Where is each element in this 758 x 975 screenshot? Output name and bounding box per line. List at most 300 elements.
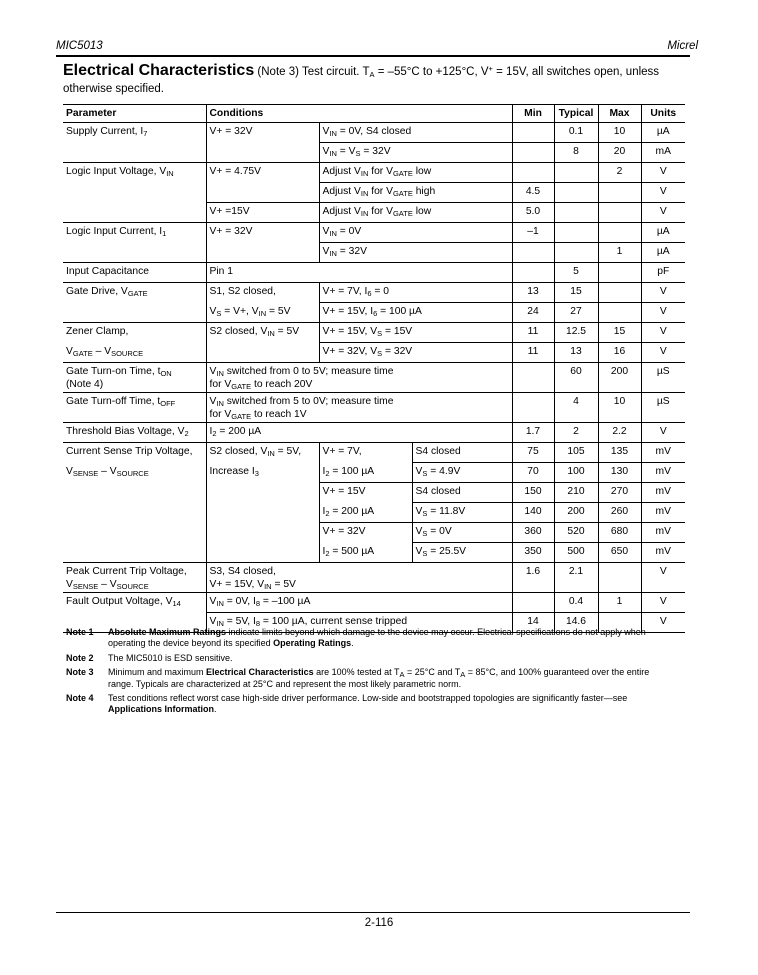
note-label: Note 2 bbox=[66, 652, 94, 663]
param-cell bbox=[63, 343, 206, 363]
text: V bbox=[415, 546, 423, 557]
min-cell: 350 bbox=[512, 543, 554, 563]
param-cell bbox=[63, 523, 206, 543]
typ-cell: 13 bbox=[554, 343, 598, 363]
sub: 1 bbox=[162, 229, 167, 238]
unit-cell: V bbox=[641, 563, 685, 593]
cond-cell: V+ = 4.75V bbox=[206, 163, 319, 183]
param-cell: Input Capacitance bbox=[63, 263, 206, 283]
cond-cell bbox=[206, 593, 512, 613]
cond-cell bbox=[206, 323, 319, 343]
cond-cell bbox=[206, 503, 319, 523]
heading-note: (Note 3) Test circuit. T bbox=[257, 66, 370, 78]
text: V bbox=[209, 396, 217, 407]
typ-cell: 2.1 bbox=[554, 563, 598, 593]
sub: SOURCE bbox=[111, 348, 144, 358]
cond-cell: V+ = 7V, bbox=[319, 443, 412, 463]
cond-cell: S1, S2 closed, bbox=[206, 283, 319, 303]
text: = 0V, I bbox=[223, 596, 256, 607]
cond-cell bbox=[319, 163, 512, 183]
sub: IN bbox=[216, 599, 224, 608]
text: for V bbox=[209, 409, 232, 420]
cond-cell bbox=[319, 183, 512, 203]
cond-cell: V+ = 32V bbox=[206, 223, 319, 243]
param-cell: Current Sense Trip Voltage, bbox=[63, 443, 206, 463]
text: S3, S4 closed, bbox=[209, 566, 276, 577]
param-cell bbox=[63, 123, 206, 143]
typ-cell: 14.6 bbox=[554, 613, 598, 633]
min-cell: 11 bbox=[512, 343, 554, 363]
sub: A bbox=[399, 670, 405, 680]
sub: 2 bbox=[325, 468, 330, 478]
typ-cell: 5 bbox=[554, 263, 598, 283]
sub: GATE bbox=[392, 209, 413, 218]
cond-cell bbox=[319, 223, 512, 243]
min-cell bbox=[512, 393, 554, 423]
min-cell: 1.6 bbox=[512, 563, 554, 593]
cond-cell bbox=[206, 483, 319, 503]
max-cell: 135 bbox=[598, 443, 641, 463]
typ-cell bbox=[554, 223, 598, 243]
sub: IN bbox=[329, 149, 337, 158]
max-cell: 2.2 bbox=[598, 423, 641, 443]
min-cell bbox=[512, 163, 554, 183]
cond-cell bbox=[206, 183, 319, 203]
cond-cell bbox=[319, 243, 512, 263]
sub: SENSE bbox=[72, 468, 99, 478]
cond-cell: Pin 1 bbox=[206, 263, 512, 283]
unit-cell: µA bbox=[641, 123, 685, 143]
heading-text: = –55°C to +125°C, V bbox=[374, 66, 489, 78]
col-max: Max bbox=[598, 105, 641, 123]
text: S2 closed, V bbox=[209, 446, 268, 457]
table-row bbox=[63, 563, 685, 593]
text: I bbox=[209, 426, 213, 437]
text: Adjust V bbox=[322, 166, 361, 177]
unit-cell: V bbox=[641, 423, 685, 443]
cond-cell bbox=[319, 283, 512, 303]
table-row bbox=[63, 223, 685, 243]
text: I bbox=[322, 465, 326, 477]
text: Gate Turn-off Time, t bbox=[66, 396, 161, 407]
text: = 200 µA bbox=[216, 426, 262, 437]
cond-cell bbox=[206, 523, 319, 543]
max-cell: 20 bbox=[598, 143, 641, 163]
text: = V+, V bbox=[221, 305, 259, 317]
text: – V bbox=[98, 465, 117, 477]
electrical-characteristics-table bbox=[63, 104, 685, 633]
param-cell bbox=[63, 243, 206, 263]
table-header-row bbox=[63, 105, 685, 123]
param-cell bbox=[63, 463, 206, 483]
text: V bbox=[322, 126, 330, 137]
min-cell bbox=[512, 263, 554, 283]
text: for V bbox=[368, 186, 393, 197]
text: V+ = 7V, I bbox=[322, 286, 368, 297]
max-cell bbox=[598, 223, 641, 243]
text: V bbox=[322, 246, 330, 257]
table-row bbox=[63, 243, 685, 263]
text: for V bbox=[368, 166, 393, 177]
note-text bbox=[108, 627, 676, 650]
table-row bbox=[63, 123, 685, 143]
typ-cell: 2 bbox=[554, 423, 598, 443]
text: high bbox=[412, 186, 436, 197]
min-cell bbox=[512, 243, 554, 263]
note-text bbox=[108, 667, 676, 690]
text: V+ = 32V, V bbox=[322, 346, 378, 357]
cond-cell bbox=[206, 303, 319, 323]
text: = 500 µA bbox=[329, 545, 375, 557]
sub: GATE bbox=[231, 412, 252, 421]
text: Logic Input Voltage, V bbox=[66, 166, 167, 177]
col-conditions: Conditions bbox=[206, 105, 512, 123]
min-cell: 14 bbox=[512, 613, 554, 633]
text: = 100 µA bbox=[377, 306, 422, 317]
unit-cell: µS bbox=[641, 393, 685, 423]
cond-cell bbox=[206, 393, 512, 423]
min-cell: 150 bbox=[512, 483, 554, 503]
text: V bbox=[66, 579, 73, 590]
text: V+ = 15V, V bbox=[209, 579, 265, 590]
min-cell bbox=[512, 143, 554, 163]
max-cell: 270 bbox=[598, 483, 641, 503]
min-cell: 11 bbox=[512, 323, 554, 343]
text: S2 closed, V bbox=[209, 326, 268, 337]
text: = 32V bbox=[360, 146, 391, 157]
sub: 2 bbox=[184, 429, 189, 438]
table-row bbox=[63, 523, 685, 543]
text: Supply Current, I bbox=[66, 126, 144, 137]
text: = V bbox=[336, 146, 356, 157]
text: = 200 µA bbox=[329, 505, 375, 517]
sub: 14 bbox=[172, 599, 181, 608]
table-row bbox=[63, 593, 685, 613]
cond-cell bbox=[206, 143, 319, 163]
sub: 2 bbox=[325, 548, 330, 558]
text: switched from 0 to 5V; measure time bbox=[223, 366, 394, 377]
text: V bbox=[209, 616, 217, 627]
text: = 0V, S4 closed bbox=[336, 126, 412, 137]
text: V bbox=[209, 366, 217, 377]
cond-cell bbox=[319, 143, 512, 163]
sub: IN bbox=[329, 249, 337, 258]
text: = 5V bbox=[274, 326, 300, 337]
cond-cell: S4 closed bbox=[412, 483, 512, 503]
sub: GATE bbox=[392, 189, 413, 198]
text: = 11.8V bbox=[427, 506, 466, 517]
note-label: Note 3 bbox=[66, 667, 94, 678]
text: indicate limits beyond which damage to the device may occur. Electrical specifications do not apply when operating the device beyond its specified bbox=[108, 627, 646, 649]
sub: IN bbox=[360, 189, 369, 198]
cond-cell bbox=[319, 463, 412, 483]
top-rule bbox=[56, 55, 690, 57]
col-parameter: Parameter bbox=[63, 105, 206, 123]
cond-cell bbox=[206, 243, 319, 263]
min-cell: 4.5 bbox=[512, 183, 554, 203]
param-cell bbox=[63, 393, 206, 423]
min-cell: 75 bbox=[512, 443, 554, 463]
cond-cell bbox=[206, 443, 319, 463]
text: = 25.5V bbox=[427, 546, 467, 557]
max-cell bbox=[598, 283, 641, 303]
table-row bbox=[63, 503, 685, 523]
min-cell: 360 bbox=[512, 523, 554, 543]
cond-cell bbox=[319, 343, 512, 363]
unit-cell: V bbox=[641, 343, 685, 363]
param-cell bbox=[63, 543, 206, 563]
text: Fault Output Voltage, V bbox=[66, 596, 173, 607]
table-row bbox=[63, 463, 685, 483]
cond-cell bbox=[412, 463, 512, 483]
text: = –100 µA bbox=[260, 596, 311, 607]
text: – V bbox=[98, 579, 117, 590]
sub: IN bbox=[360, 209, 369, 218]
sub: IN bbox=[329, 229, 337, 238]
text: Minimum and maximum bbox=[108, 667, 207, 678]
cond-cell: S4 closed bbox=[412, 443, 512, 463]
cond-cell bbox=[206, 363, 512, 393]
note-label: Note 1 bbox=[66, 627, 94, 637]
max-cell: 1 bbox=[598, 593, 641, 613]
sub: S bbox=[422, 549, 428, 558]
max-cell: 10 bbox=[598, 123, 641, 143]
text: = 0V bbox=[336, 226, 362, 237]
sub: 6 bbox=[367, 289, 372, 298]
unit-cell: V bbox=[641, 323, 685, 343]
sub: IN bbox=[258, 308, 267, 318]
page-number: 2-116 bbox=[364, 917, 394, 929]
param-cell: Zener Clamp, bbox=[63, 323, 206, 343]
text: = 100 µA bbox=[329, 465, 375, 477]
text: Logic Input Current, I bbox=[66, 226, 163, 237]
param-cell bbox=[63, 503, 206, 523]
sub: 2 bbox=[325, 508, 330, 518]
unit-cell: V bbox=[641, 183, 685, 203]
param-cell bbox=[63, 283, 206, 303]
max-cell bbox=[598, 183, 641, 203]
typ-cell: 105 bbox=[554, 443, 598, 463]
table-row bbox=[63, 163, 685, 183]
sub: 8 bbox=[255, 619, 261, 628]
unit-cell: mV bbox=[641, 483, 685, 503]
table-row bbox=[63, 283, 685, 303]
note-4 bbox=[66, 693, 676, 716]
min-cell: 1.7 bbox=[512, 423, 554, 443]
text: = 32V bbox=[382, 346, 413, 357]
text: for V bbox=[368, 206, 393, 217]
unit-cell: mV bbox=[641, 543, 685, 563]
typ-cell bbox=[554, 243, 598, 263]
sub: S bbox=[377, 349, 383, 358]
text: V+ = 15V, I bbox=[322, 306, 374, 317]
max-cell bbox=[598, 203, 641, 223]
cond-cell bbox=[412, 503, 512, 523]
cond-cell: V+ =15V bbox=[206, 203, 319, 223]
text: = 5V bbox=[266, 305, 291, 317]
section-title: Electrical Characteristics bbox=[63, 62, 255, 79]
note-label: Note 4 bbox=[66, 693, 94, 704]
sub: GATE bbox=[392, 169, 413, 178]
col-typical: Typical bbox=[554, 105, 598, 123]
cond-cell bbox=[319, 503, 412, 523]
text: V bbox=[209, 596, 217, 607]
unit-cell: mV bbox=[641, 463, 685, 483]
text: = 4.9V bbox=[427, 466, 461, 477]
sub: IN bbox=[264, 582, 272, 591]
text: = 15V bbox=[382, 326, 413, 337]
text: Electrical Characteristics bbox=[206, 667, 314, 678]
cond-cell bbox=[319, 543, 412, 563]
cond-cell bbox=[206, 463, 319, 483]
text: Operating Ratings bbox=[273, 638, 352, 649]
typ-cell bbox=[554, 183, 598, 203]
text: switched from 5 to 0V; measure time bbox=[223, 396, 394, 407]
sub: 3 bbox=[254, 468, 259, 478]
text: = 85°C, and 100% guaranteed over the entire range. Typicals are characterized at 25°C and represent the most likely parametric norm. bbox=[108, 667, 650, 689]
note-text bbox=[108, 693, 676, 716]
sub: IN bbox=[267, 329, 275, 338]
typ-cell: 8 bbox=[554, 143, 598, 163]
sub: IN bbox=[267, 449, 275, 458]
note-text: The MIC5010 is ESD sensitive. bbox=[108, 652, 233, 663]
typ-cell: 15 bbox=[554, 283, 598, 303]
heading-text: = 15V, all switches open, unless otherwise specified. bbox=[63, 66, 660, 95]
param-cell bbox=[63, 563, 206, 593]
sub: A bbox=[460, 670, 466, 680]
unit-cell: mV bbox=[641, 523, 685, 543]
min-cell: –1 bbox=[512, 223, 554, 243]
text: = 5V bbox=[271, 579, 296, 590]
text: I bbox=[322, 545, 326, 557]
bottom-rule bbox=[56, 912, 690, 913]
text: are 100% tested at T bbox=[313, 667, 400, 678]
unit-cell: V bbox=[641, 593, 685, 613]
table-row bbox=[63, 303, 685, 323]
unit-cell: V bbox=[641, 163, 685, 183]
max-cell: 260 bbox=[598, 503, 641, 523]
unit-cell: pF bbox=[641, 263, 685, 283]
table-row bbox=[63, 203, 685, 223]
text: V bbox=[209, 305, 217, 317]
text: = 25°C and T bbox=[404, 667, 461, 678]
table-row bbox=[63, 183, 685, 203]
sub: IN bbox=[216, 369, 224, 378]
typ-cell: 0.4 bbox=[554, 593, 598, 613]
sub: S bbox=[377, 329, 383, 338]
table-row bbox=[63, 423, 685, 443]
text: Test conditions reflect worst case high-side driver performance. Low-side and bootstrapped topologies are significantly faster—see bbox=[108, 693, 628, 704]
max-cell: 16 bbox=[598, 343, 641, 363]
param-cell bbox=[63, 183, 206, 203]
sub: OFF bbox=[160, 399, 176, 408]
max-cell bbox=[598, 303, 641, 323]
notes-section bbox=[66, 627, 676, 719]
sub: SOURCE bbox=[116, 582, 149, 591]
max-cell: 2 bbox=[598, 163, 641, 183]
text: Threshold Bias Voltage, V bbox=[66, 426, 185, 437]
param-cell bbox=[63, 223, 206, 243]
typ-cell: 0.1 bbox=[554, 123, 598, 143]
text: Adjust V bbox=[322, 186, 361, 197]
text: Increase I bbox=[209, 465, 255, 477]
sub: S bbox=[216, 308, 222, 318]
typ-cell bbox=[554, 203, 598, 223]
min-cell bbox=[512, 363, 554, 393]
sub: A bbox=[369, 70, 375, 79]
param-cell bbox=[63, 163, 206, 183]
text: I bbox=[322, 505, 326, 517]
table-row bbox=[63, 363, 685, 393]
unit-cell: µA bbox=[641, 223, 685, 243]
text: Adjust V bbox=[322, 206, 361, 217]
text: – V bbox=[92, 345, 112, 357]
typ-cell: 100 bbox=[554, 463, 598, 483]
sub: 8 bbox=[255, 599, 261, 608]
typ-cell: 500 bbox=[554, 543, 598, 563]
text: V bbox=[415, 466, 423, 477]
text: . bbox=[351, 638, 354, 649]
text: = 5V, I bbox=[223, 616, 256, 627]
sub: ON bbox=[160, 369, 172, 378]
max-cell: 650 bbox=[598, 543, 641, 563]
param-cell bbox=[63, 593, 206, 613]
section-heading bbox=[63, 62, 683, 98]
text: Gate Turn-on Time, t bbox=[66, 366, 161, 377]
note-2 bbox=[66, 653, 676, 664]
min-cell bbox=[512, 593, 554, 613]
table-row bbox=[63, 143, 685, 163]
text: to reach 1V bbox=[251, 409, 307, 420]
text: Applications Information bbox=[108, 704, 215, 715]
cond-cell bbox=[412, 523, 512, 543]
typ-cell: 60 bbox=[554, 363, 598, 393]
unit-cell: V bbox=[641, 303, 685, 323]
sub: IN bbox=[216, 399, 224, 408]
param-cell bbox=[63, 363, 206, 393]
note-1 bbox=[66, 627, 676, 650]
sup: + bbox=[488, 64, 493, 73]
sub: GATE bbox=[231, 382, 252, 391]
typ-cell: 210 bbox=[554, 483, 598, 503]
text: V bbox=[415, 506, 423, 517]
header-part-number: MIC5013 bbox=[56, 40, 103, 52]
sub: GATE bbox=[127, 289, 148, 298]
text: low bbox=[412, 206, 432, 217]
min-cell: 70 bbox=[512, 463, 554, 483]
sub: IN bbox=[166, 169, 174, 178]
text: (Note 4) bbox=[66, 379, 104, 390]
sub: S bbox=[422, 509, 428, 518]
min-cell: 24 bbox=[512, 303, 554, 323]
text: = 0 bbox=[371, 286, 389, 297]
max-cell: 15 bbox=[598, 323, 641, 343]
table-row bbox=[63, 443, 685, 463]
note-3 bbox=[66, 667, 676, 690]
param-cell bbox=[63, 423, 206, 443]
text: . bbox=[214, 704, 217, 715]
text: Absolute Maximum Ratings bbox=[108, 627, 227, 637]
cond-cell bbox=[319, 303, 512, 323]
sub: S bbox=[422, 469, 428, 478]
text: to reach 20V bbox=[251, 379, 313, 390]
unit-cell: mA bbox=[641, 143, 685, 163]
min-cell: 13 bbox=[512, 283, 554, 303]
sub: SENSE bbox=[72, 582, 99, 591]
cond-cell bbox=[206, 563, 512, 593]
typ-cell: 12.5 bbox=[554, 323, 598, 343]
unit-cell: mV bbox=[641, 443, 685, 463]
